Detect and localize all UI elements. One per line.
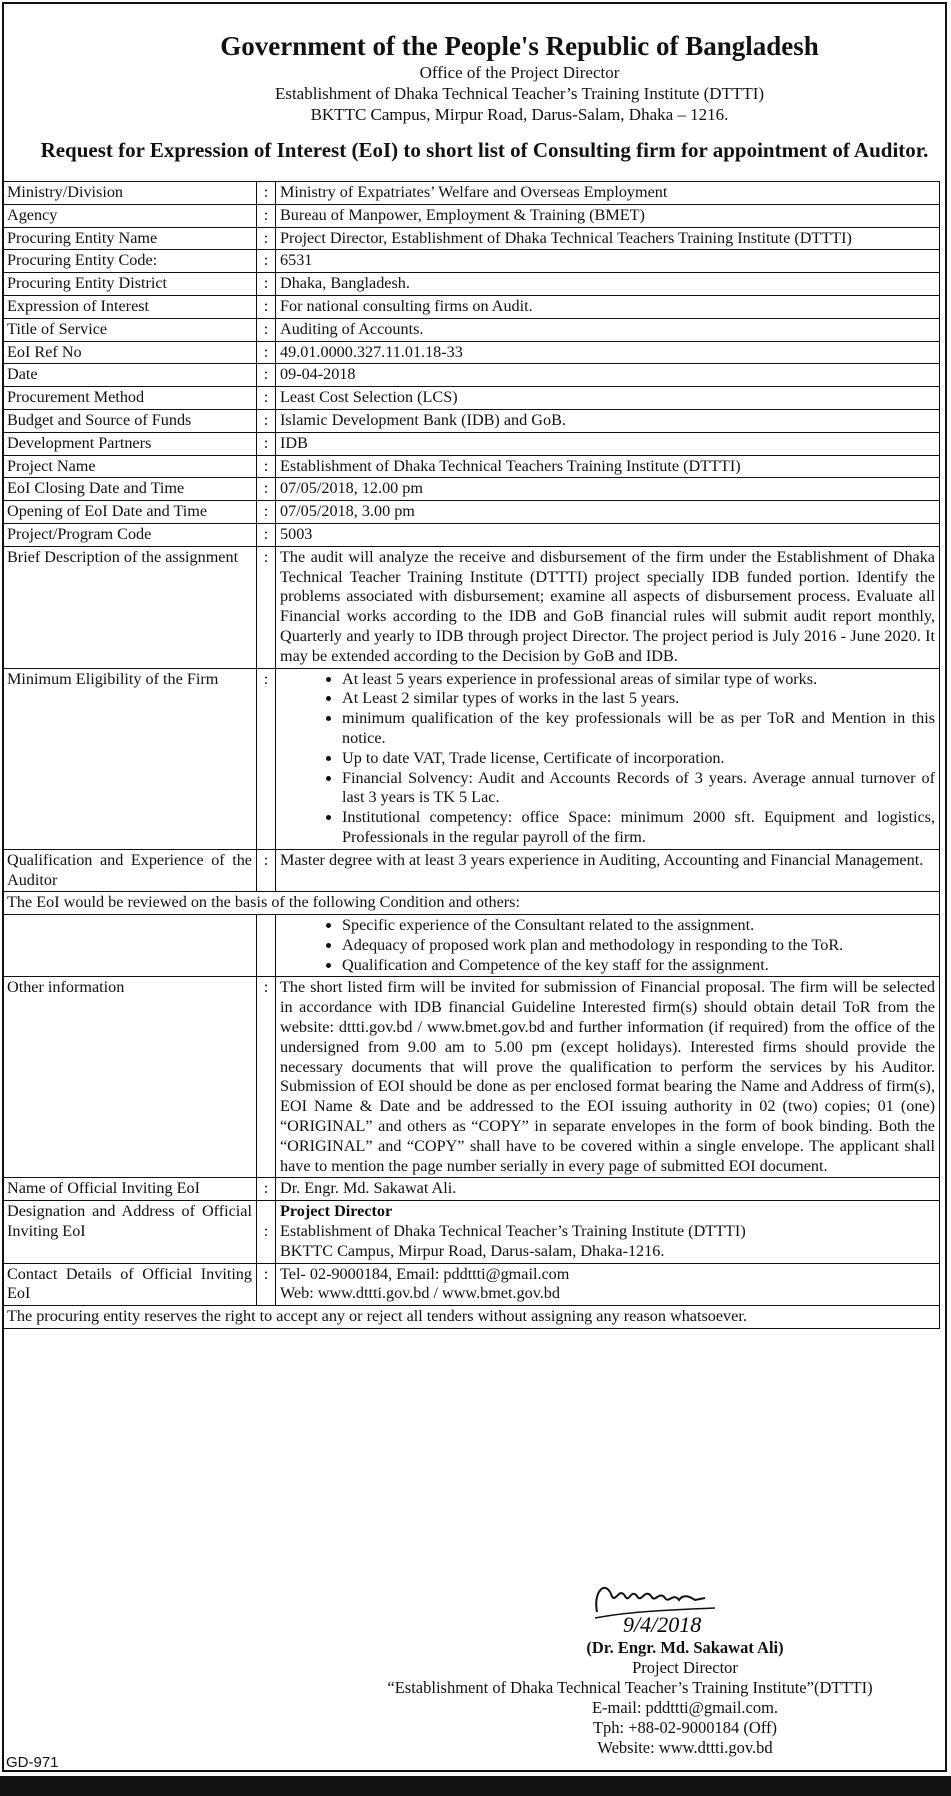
row-value: 09-04-2018 — [276, 364, 940, 387]
row-value: Auditing of Accounts. — [276, 318, 940, 341]
row-value: Project Director, Establishment of Dhaka Technical Teachers Training Institute (DTTTI) — [276, 227, 940, 250]
row-value: Master degree with at least 3 years experience in Auditing, Accounting and Financial Management. — [276, 849, 940, 892]
signatory-email: E-mail: pddttti@gmail.com. — [591, 1698, 779, 1717]
table-row — [3, 295, 940, 318]
row-value: For national consulting firms on Audit. — [276, 295, 940, 318]
colon: : — [257, 977, 276, 1178]
table-row — [3, 227, 940, 250]
table-row — [3, 546, 940, 668]
establishment-line: Establishment of Dhaka Technical Teacher’s Training Institute (DTTTI) — [274, 84, 765, 103]
colon: : — [257, 409, 276, 432]
signatory-phone: Tph: +88-02-9000184 (Off) — [592, 1718, 778, 1737]
eoi-details-table — [2, 181, 940, 1329]
list-item: • Financial Solvency: Audit and Accounts Records of 3 years. Average annual turnover of last 3 years is TK 5 Lac. — [342, 769, 935, 809]
colon: : — [257, 1263, 276, 1306]
table-row — [3, 273, 940, 296]
gd-code: GD-971 — [6, 1754, 59, 1771]
designation-line: BKTTC Campus, Mirpur Road, Darus-salam, Dhaka-1216. — [280, 1241, 665, 1260]
colon: : — [257, 1201, 276, 1263]
list-item: • Institutional competency: office Space: minimum 2000 sft. Equipment and logistics, Professionals in the regular payroll of the firm. — [342, 808, 935, 848]
empty-cell — [3, 915, 257, 977]
list-item: • Specific experience of the Consultant related to the assignment. — [342, 916, 935, 936]
signatory-name: (Dr. Engr. Md. Sakawat Ali) — [586, 1638, 784, 1657]
government-title: Government of the People's Republic of Bangladesh — [220, 31, 819, 61]
row-label: Minimum Eligibility of the Firm — [3, 668, 257, 849]
table-row — [3, 977, 940, 1178]
eligibility-list — [280, 670, 935, 848]
office-line: Office of the Project Director — [419, 63, 620, 82]
row-value: 49.01.0000.327.11.01.18-33 — [276, 341, 940, 364]
row-value: Islamic Development Bank (IDB) and GoB. — [276, 409, 940, 432]
table-row — [3, 668, 940, 849]
colon: : — [257, 668, 276, 849]
review-heading: The EoI would be reviewed on the basis of the following Condition and others: — [3, 892, 940, 915]
row-value: Dhaka, Bangladesh. — [276, 273, 940, 296]
signature-date: 9/4/2018 — [623, 1612, 702, 1634]
table-row — [3, 387, 940, 410]
designation-cell — [276, 1201, 940, 1263]
request-title: Request for Expression of Interest (EoI) to short list of Consulting firm for appointment of Auditor. — [40, 138, 929, 162]
review-list-cell — [276, 915, 940, 977]
signature-image — [585, 1572, 735, 1634]
colon: : — [257, 849, 276, 892]
signatory-website: Website: www.dttti.gov.bd — [597, 1738, 773, 1757]
table-row — [3, 204, 940, 227]
row-value: The audit will analyze the receive and disbursement of the firm under the Establishment of Dhaka Technical Teacher Training Institute (DTTTI) project specially IDB funded portion. Identify the problems associated with disbursement; examine all aspects of disbursement process. Evaluate all Financial works according to the IDB and GoB financial rules will submit audit report monthly, Quarterly and yearly to IDB through project Director. The project period is July 2016 - June 2020. It may be extended according to the Decision by GoB and IDB. — [276, 546, 940, 668]
row-value: 6531 — [276, 250, 940, 273]
row-value: Least Cost Selection (LCS) — [276, 387, 940, 410]
row-value: IDB — [276, 432, 940, 455]
table-row — [3, 1201, 940, 1263]
row-label: Procuring Entity Name — [3, 227, 257, 250]
row-label: Procuring Entity District — [3, 273, 257, 296]
list-item: • Up to date VAT, Trade license, Certificate of incorporation. — [342, 749, 935, 769]
colon: : — [257, 341, 276, 364]
table-row — [3, 250, 940, 273]
table-row — [3, 364, 940, 387]
contact-cell — [276, 1263, 940, 1306]
row-value: The short listed firm will be invited for submission of Financial proposal. The firm will be selected in accordance with IDB financial Guideline Interested firm(s) should obtain detail ToR from the website: dttti.gov.bd / www.bmet.gov.bd and further information (if required) from the office of the undersigned from 9.00 am to 5.00 pm (except holidays). Interested firms should provide the necessary documents that will prove the qualification to perform the services by his Auditor. Submission of EOI should be done as per enclosed format bearing the Name and Address of firm(s), EOI Name & Date and be addressed to the EOI issuing authority in 02 (two) copies; 01 (one) “ORIGINAL” and others as “COPY” in separate envelopes in the form of book binding. Both the “ORIGINAL” and “COPY” shall have to be covered within a single envelope. The applicant shall have to mention the page number serially in every page of submitted EOI document. — [276, 977, 940, 1178]
table-row — [3, 523, 940, 546]
row-label: Agency — [3, 204, 257, 227]
table-row — [3, 892, 940, 915]
address-line: BKTTC Campus, Mirpur Road, Darus-Salam, Dhaka – 1216. — [310, 105, 729, 124]
row-label: Brief Description of the assignment — [3, 546, 257, 668]
row-value: Ministry of Expatriates’ Welfare and Overseas Employment — [276, 182, 940, 205]
colon: : — [257, 250, 276, 273]
colon: : — [257, 523, 276, 546]
signatory-title: Project Director — [632, 1658, 738, 1677]
row-value: Dr. Engr. Md. Sakawat Ali. — [276, 1178, 940, 1201]
table-row — [3, 849, 940, 892]
eligibility-list-cell — [276, 668, 940, 849]
colon: : — [257, 318, 276, 341]
designation-title: Project Director — [280, 1202, 393, 1221]
signature-block — [340, 1638, 920, 1758]
row-label: Designation and Address of Official Inviting EoI — [3, 1201, 257, 1263]
row-label: Budget and Source of Funds — [3, 409, 257, 432]
row-label: Ministry/Division — [3, 182, 257, 205]
table-row — [3, 1263, 940, 1306]
colon: : — [257, 387, 276, 410]
row-label: EoI Ref No — [3, 341, 257, 364]
list-item: • At least 5 years experience in professional areas of similar type of works. — [342, 670, 935, 690]
contact-line: Web: www.dttti.gov.bd / www.bmet.gov.bd — [280, 1284, 560, 1303]
row-label: Project Name — [3, 455, 257, 478]
designation-line: Establishment of Dhaka Technical Teacher’s Training Institute (DTTTI) — [280, 1222, 746, 1241]
row-label: Name of Official Inviting EoI — [3, 1178, 257, 1201]
colon: : — [257, 455, 276, 478]
table-row — [3, 409, 940, 432]
contact-line: Tel- 02-9000184, Email: pddttti@gmail.com — [280, 1264, 570, 1283]
list-item: • minimum qualification of the key professionals will be as per ToR and Mention in this notice. — [342, 709, 935, 749]
table-row — [3, 478, 940, 501]
colon: : — [257, 182, 276, 205]
list-item: • Qualification and Competence of the key staff for the assignment. — [342, 956, 935, 976]
table-row — [3, 182, 940, 205]
colon: : — [257, 432, 276, 455]
table-row — [3, 501, 940, 524]
row-label: Contact Details of Official Inviting EoI — [3, 1263, 257, 1306]
row-label: Other information — [3, 977, 257, 1178]
row-label: Opening of EoI Date and Time — [3, 501, 257, 524]
row-label: Expression of Interest — [3, 295, 257, 318]
colon: : — [257, 227, 276, 250]
row-label: Date — [3, 364, 257, 387]
table-row — [3, 341, 940, 364]
row-label: Project/Program Code — [3, 523, 257, 546]
row-value: Establishment of Dhaka Technical Teachers Training Institute (DTTTI) — [276, 455, 940, 478]
bottom-bar — [0, 1776, 951, 1796]
colon: : — [257, 364, 276, 387]
row-label: Qualification and Experience of the Auditor — [3, 849, 257, 892]
footer-note: The procuring entity reserves the right to accept any or reject all tenders without assigning any reason whatsoever. — [3, 1306, 940, 1329]
colon: : — [257, 295, 276, 318]
row-value: 5003 — [276, 523, 940, 546]
colon: : — [257, 1178, 276, 1201]
row-value: Bureau of Manpower, Employment & Training (BMET) — [276, 204, 940, 227]
row-value: 07/05/2018, 3.00 pm — [276, 501, 940, 524]
signatory-project: “Establishment of Dhaka Technical Teacher’s Training Institute”(DTTTI) — [387, 1678, 873, 1697]
table-row — [3, 432, 940, 455]
row-value: 07/05/2018, 12.00 pm — [276, 478, 940, 501]
table-row — [3, 318, 940, 341]
colon: : — [257, 273, 276, 296]
colon: : — [257, 478, 276, 501]
row-label: Development Partners — [3, 432, 257, 455]
colon: : — [257, 546, 276, 668]
row-label: Title of Service — [3, 318, 257, 341]
review-list — [280, 916, 935, 975]
row-label: EoI Closing Date and Time — [3, 478, 257, 501]
table-row — [3, 1178, 940, 1201]
notice-header — [4, 4, 945, 125]
colon: : — [257, 204, 276, 227]
empty-colon-cell — [257, 915, 276, 977]
table-row — [3, 1306, 940, 1329]
list-item: • Adequacy of proposed work plan and methodology in responding to the ToR. — [342, 936, 935, 956]
colon: : — [257, 501, 276, 524]
row-label: Procurement Method — [3, 387, 257, 410]
table-row — [3, 915, 940, 977]
list-item: • At Least 2 similar types of works in the last 5 years. — [342, 689, 935, 709]
table-row — [3, 455, 940, 478]
row-label: Procuring Entity Code: — [3, 250, 257, 273]
